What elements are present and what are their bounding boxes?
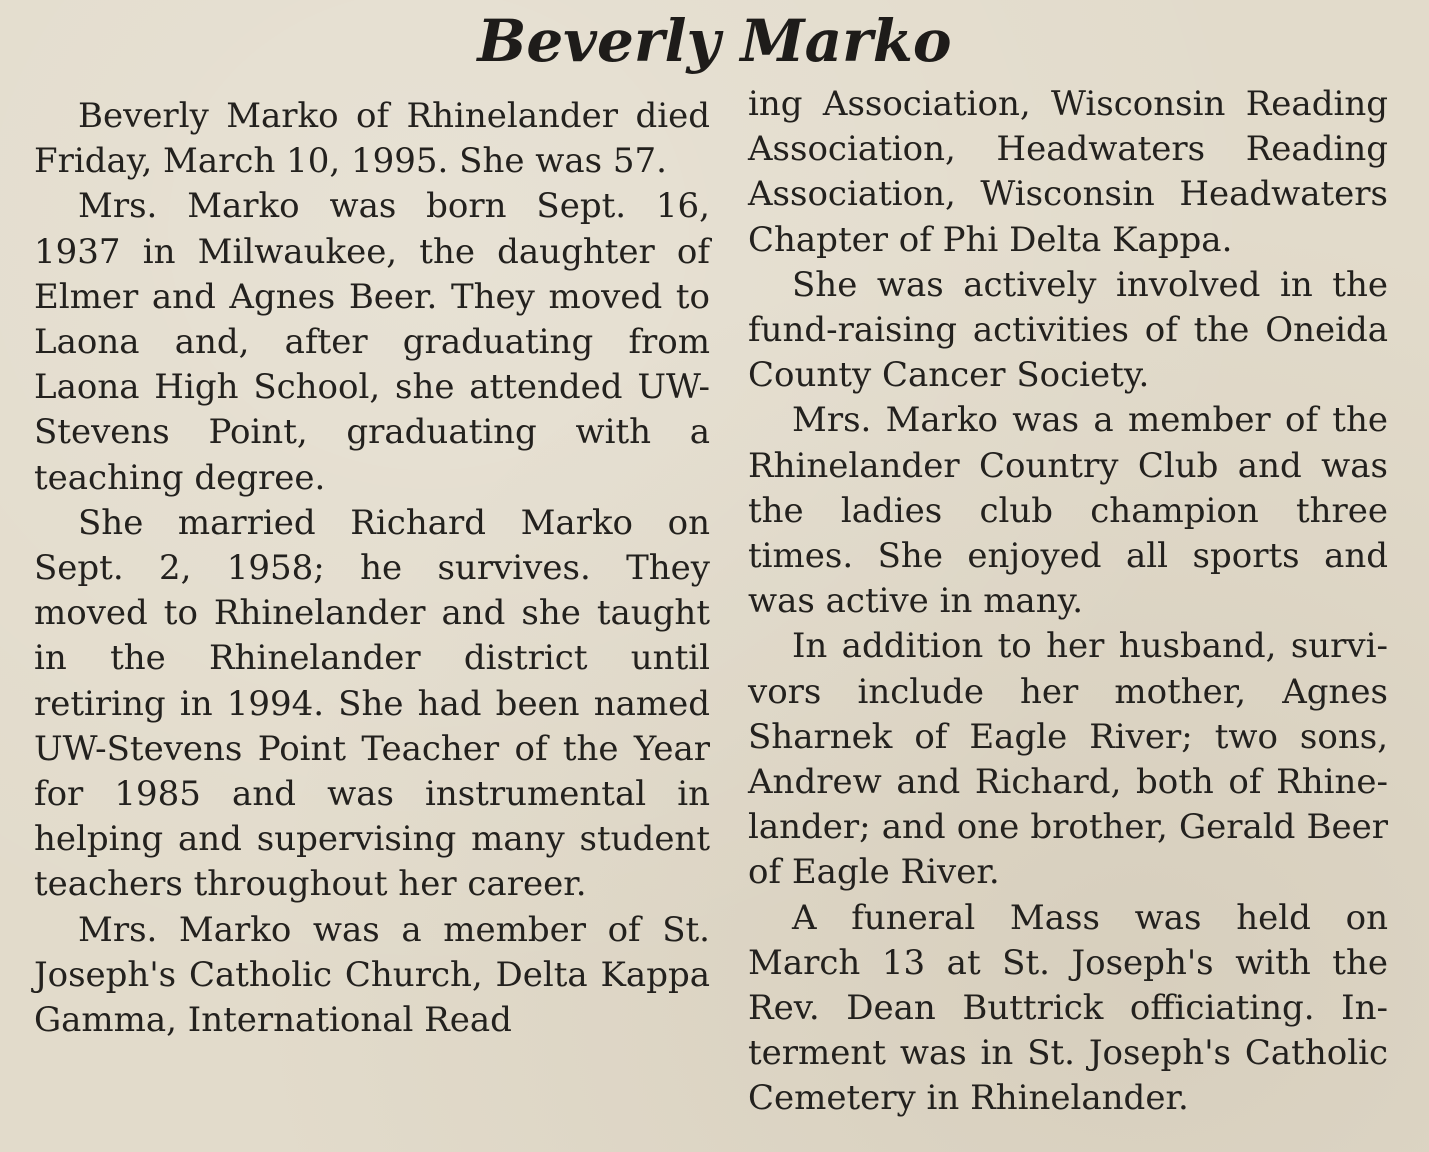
obituary-headline: Beverly Marko [477, 7, 952, 75]
paragraph-country-club: Mrs. Marko was a member of the Rhinelander Country Club and was the ladies club champion three times. She enjoyed all sports and was active in many. [748, 400, 1388, 622]
paragraph-fundraising: She was actively involved in the fund-raising activities of the Oneida County Cancer Society. [748, 264, 1388, 396]
left-column [34, 94, 710, 1043]
paragraph-marriage-career: She married Richard Marko on Sept. 2, 1958; he survives. They moved to Rhinelander and she taught in the Rhinelander district until retiring in 1994. She had been named UW-Stevens Point Teacher of the Year for 1985 and was instrumental in helping and supervising many student teachers throughout her career. [34, 502, 710, 905]
paragraph-memberships-continued: ing Association, Wisconsin Reading Association, Headwaters Reading Association, Wisconsin Headwaters Chapter of Phi Delta Kappa. [748, 84, 1388, 260]
paragraph-death-notice: Beverly Marko of Rhinelander died Friday, March 10, 1995. She was 57. [34, 96, 710, 182]
paragraph-memberships-start: Mrs. Marko was a member of St. Joseph's Catholic Church, Delta Kappa Gamma, International Read [34, 909, 710, 1041]
right-column [748, 82, 1388, 1122]
paragraph-survivors: In addition to her husband, survivors include her mother, Agnes Sharnek of Eagle River; two sons, Andrew and Richard, both of Rhinelander; and one brother, Gerald Beer of Eagle River. [748, 626, 1388, 893]
paragraph-early-life: Mrs. Marko was born Sept. 16, 1937 in Milwaukee, the daughter of Elmer and Agnes Beer. They moved to Laona and, after graduating from Laona High School, she attended UW-Stevens Point, graduating with a teaching degree. [34, 186, 710, 498]
paragraph-funeral: A funeral Mass was held on March 13 at St. Joseph's with the Rev. Dean Buttrick officiating. Interment was in St. Joseph's Catholic Cemetery in Rhinelander. [748, 897, 1388, 1119]
